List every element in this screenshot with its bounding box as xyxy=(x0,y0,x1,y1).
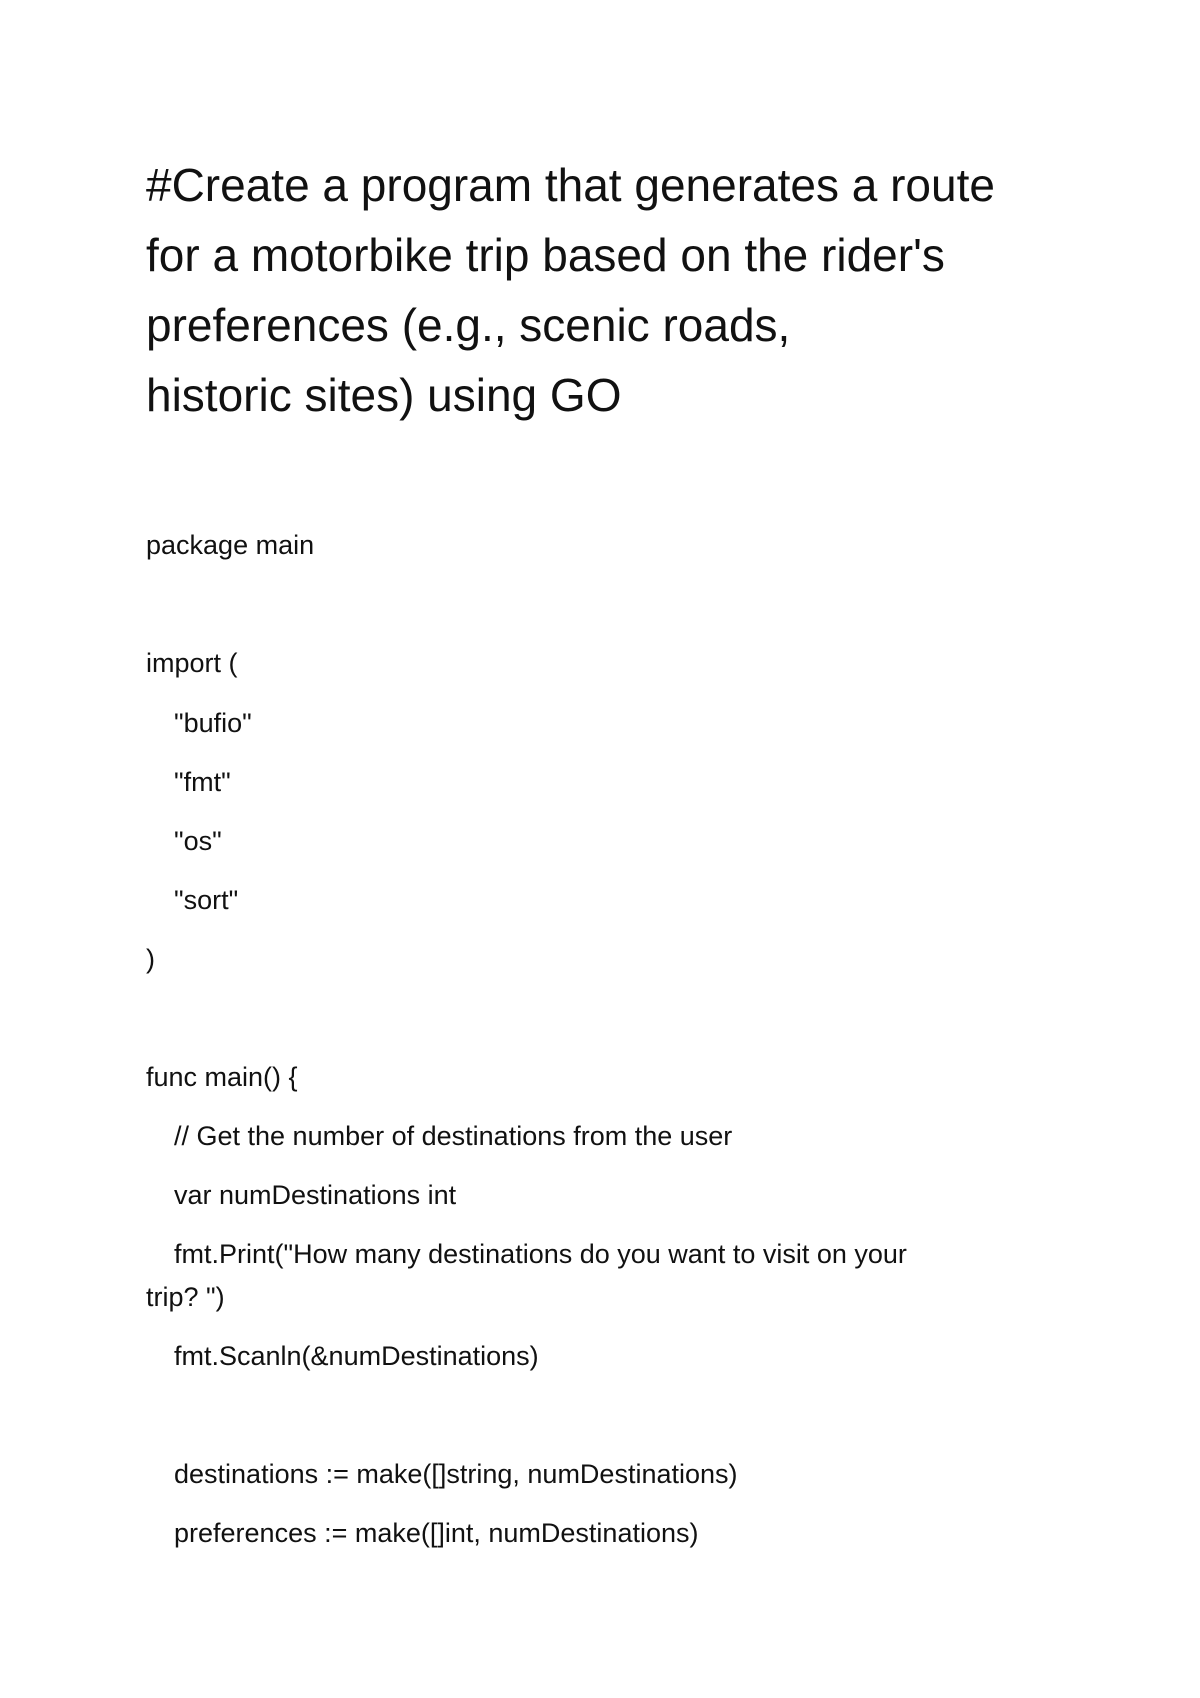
code-comment: // Get the number of destinations from the user xyxy=(174,1121,733,1151)
code-import-close: ) xyxy=(146,944,155,974)
code-print-line: fmt.Print("How many destinations do you want to visit on your xyxy=(174,1239,907,1269)
heading-line: historic sites) using GO xyxy=(146,369,622,421)
code-print-line-wrap: trip? ") xyxy=(146,1282,225,1312)
code-scan: fmt.Scanln(&numDestinations) xyxy=(174,1341,539,1371)
code-import-item: "bufio" xyxy=(174,708,252,738)
code-import-item: "sort" xyxy=(174,885,239,915)
heading-line: preferences (e.g., scenic roads, xyxy=(146,299,791,351)
code-package: package main xyxy=(146,530,315,560)
code-import-item: "os" xyxy=(174,826,222,856)
code-preferences: preferences := make([]int, numDestinations) xyxy=(174,1518,699,1548)
code-func-main: func main() { xyxy=(146,1062,298,1092)
code-destinations: destinations := make([]string, numDestinations) xyxy=(174,1459,738,1489)
document-heading xyxy=(146,150,1066,430)
heading-line: #Create a program that generates a route xyxy=(146,159,995,211)
code-import-open: import ( xyxy=(146,648,238,678)
code-import-item: "fmt" xyxy=(174,767,231,797)
heading-line: for a motorbike trip based on the rider's xyxy=(146,229,945,281)
code-var-decl: var numDestinations int xyxy=(174,1180,457,1210)
